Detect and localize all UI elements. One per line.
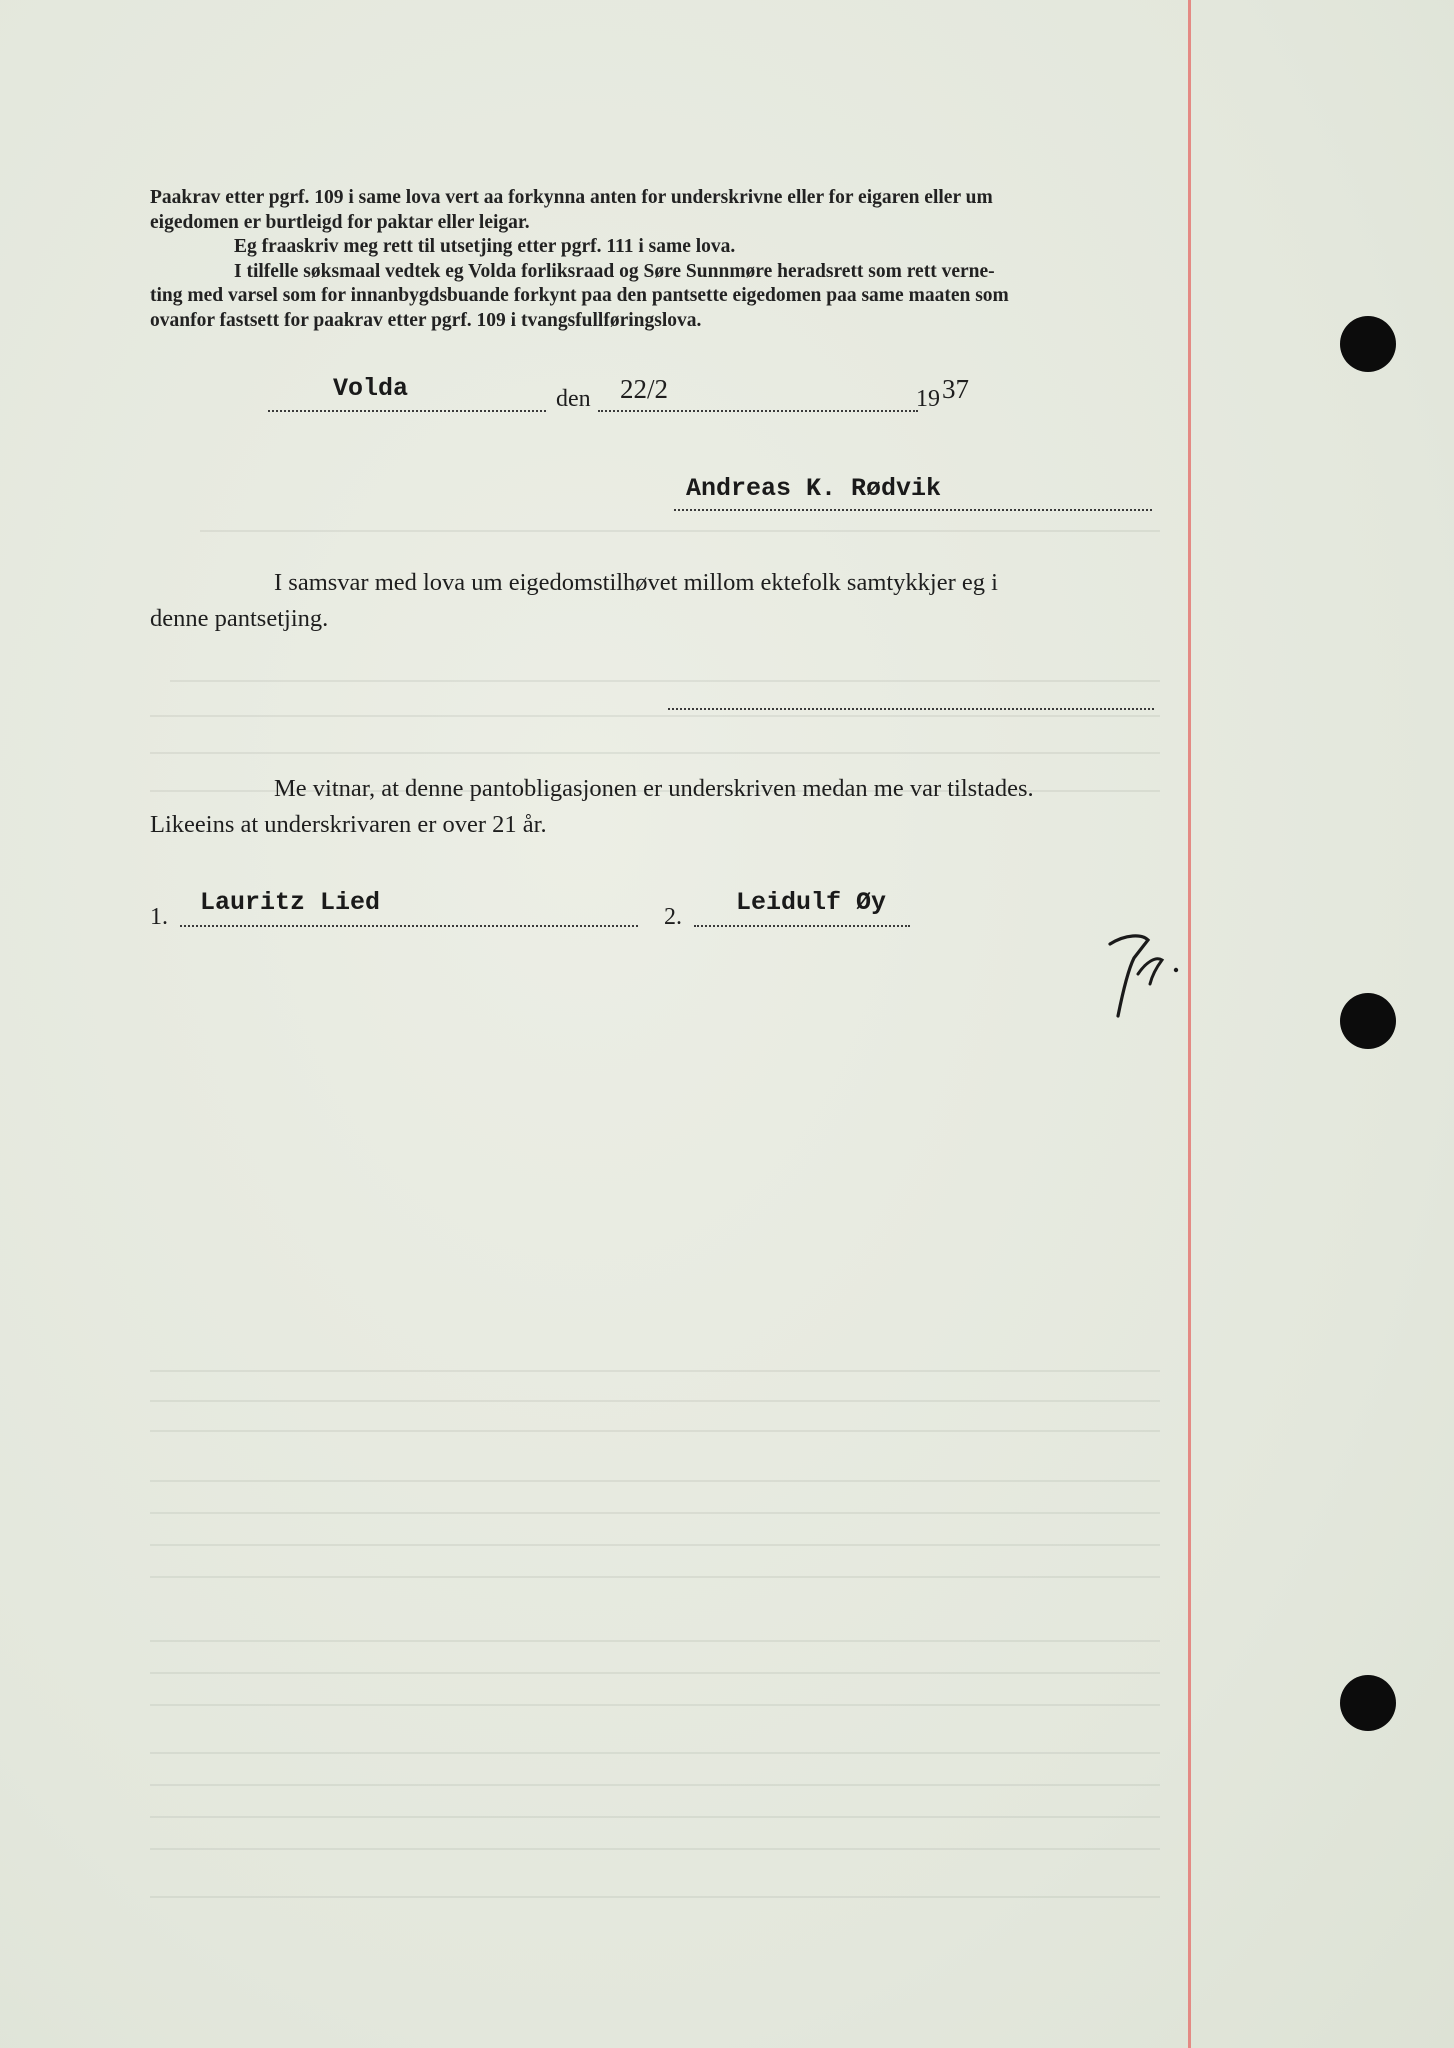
witness-name-2: Leidulf Øy [736, 888, 887, 917]
clause-line: Eg fraaskriv meg rett til utsetjing etter pgrf. 111 i same lova. [234, 236, 736, 257]
binder-hole-middle [1340, 993, 1396, 1049]
clause-line: eigedomen er burtleigd for paktar eller leigar. [150, 211, 530, 233]
year-prefix: 19 [916, 386, 940, 412]
clause-line: I tilfelle søksmaal vedtek eg Volda forliksraad og Søre Sunnmøre heradsrett som rett verne- [234, 260, 995, 282]
witness-leader-1 [180, 925, 638, 927]
clause-line: ovanfor fastsett for paakrav etter pgrf. 109 i tvangsfullføringslova. [150, 309, 702, 331]
clause-line: ting med varsel som for innanbygdsbuande forkynt paa den pantsette eigedomen paa same maaten som [150, 285, 1009, 306]
top-clause [150, 186, 1154, 333]
red-margin-rule [1188, 0, 1191, 2048]
clause-line: Paakrav etter pgrf. 109 i same lova vert aa forkynna anten for underskrivne eller for eigaren eller um [150, 187, 993, 208]
den-label: den [556, 386, 591, 412]
spouse-consent [150, 565, 1155, 637]
initials [1104, 930, 1184, 1030]
initials-mark [1104, 930, 1184, 1030]
place-value: Volda [333, 374, 409, 403]
date-value: 22/2 [620, 374, 669, 404]
year-suffix: 37 [942, 374, 969, 404]
place-leader [268, 410, 546, 412]
witness-leader-2 [694, 925, 910, 927]
consent-line: I samsvar med lova um eigedomstilhøvet millom ektefolk samtykkjer eg i [274, 569, 998, 596]
binder-hole-top [1340, 316, 1396, 372]
witness-statement-line: Likeeins at underskrivaren er over 21 år. [150, 811, 547, 838]
signature-leader [674, 509, 1152, 511]
witness-name-1: Lauritz Lied [200, 888, 381, 917]
witness-statement [150, 771, 1155, 843]
consent-line: denne pantsetjing. [150, 605, 329, 632]
signature: Andreas K. Rødvik [686, 474, 942, 503]
binder-hole-bottom [1340, 1675, 1396, 1731]
spouse-signature-line [668, 708, 1154, 710]
witness-statement-line: Me vitnar, at denne pantobligasjonen er underskriven medan me var tilstades. [274, 775, 1034, 802]
date-leader [598, 410, 918, 412]
witness-number-1: 1. [150, 904, 168, 930]
witness-number-2: 2. [664, 904, 682, 930]
